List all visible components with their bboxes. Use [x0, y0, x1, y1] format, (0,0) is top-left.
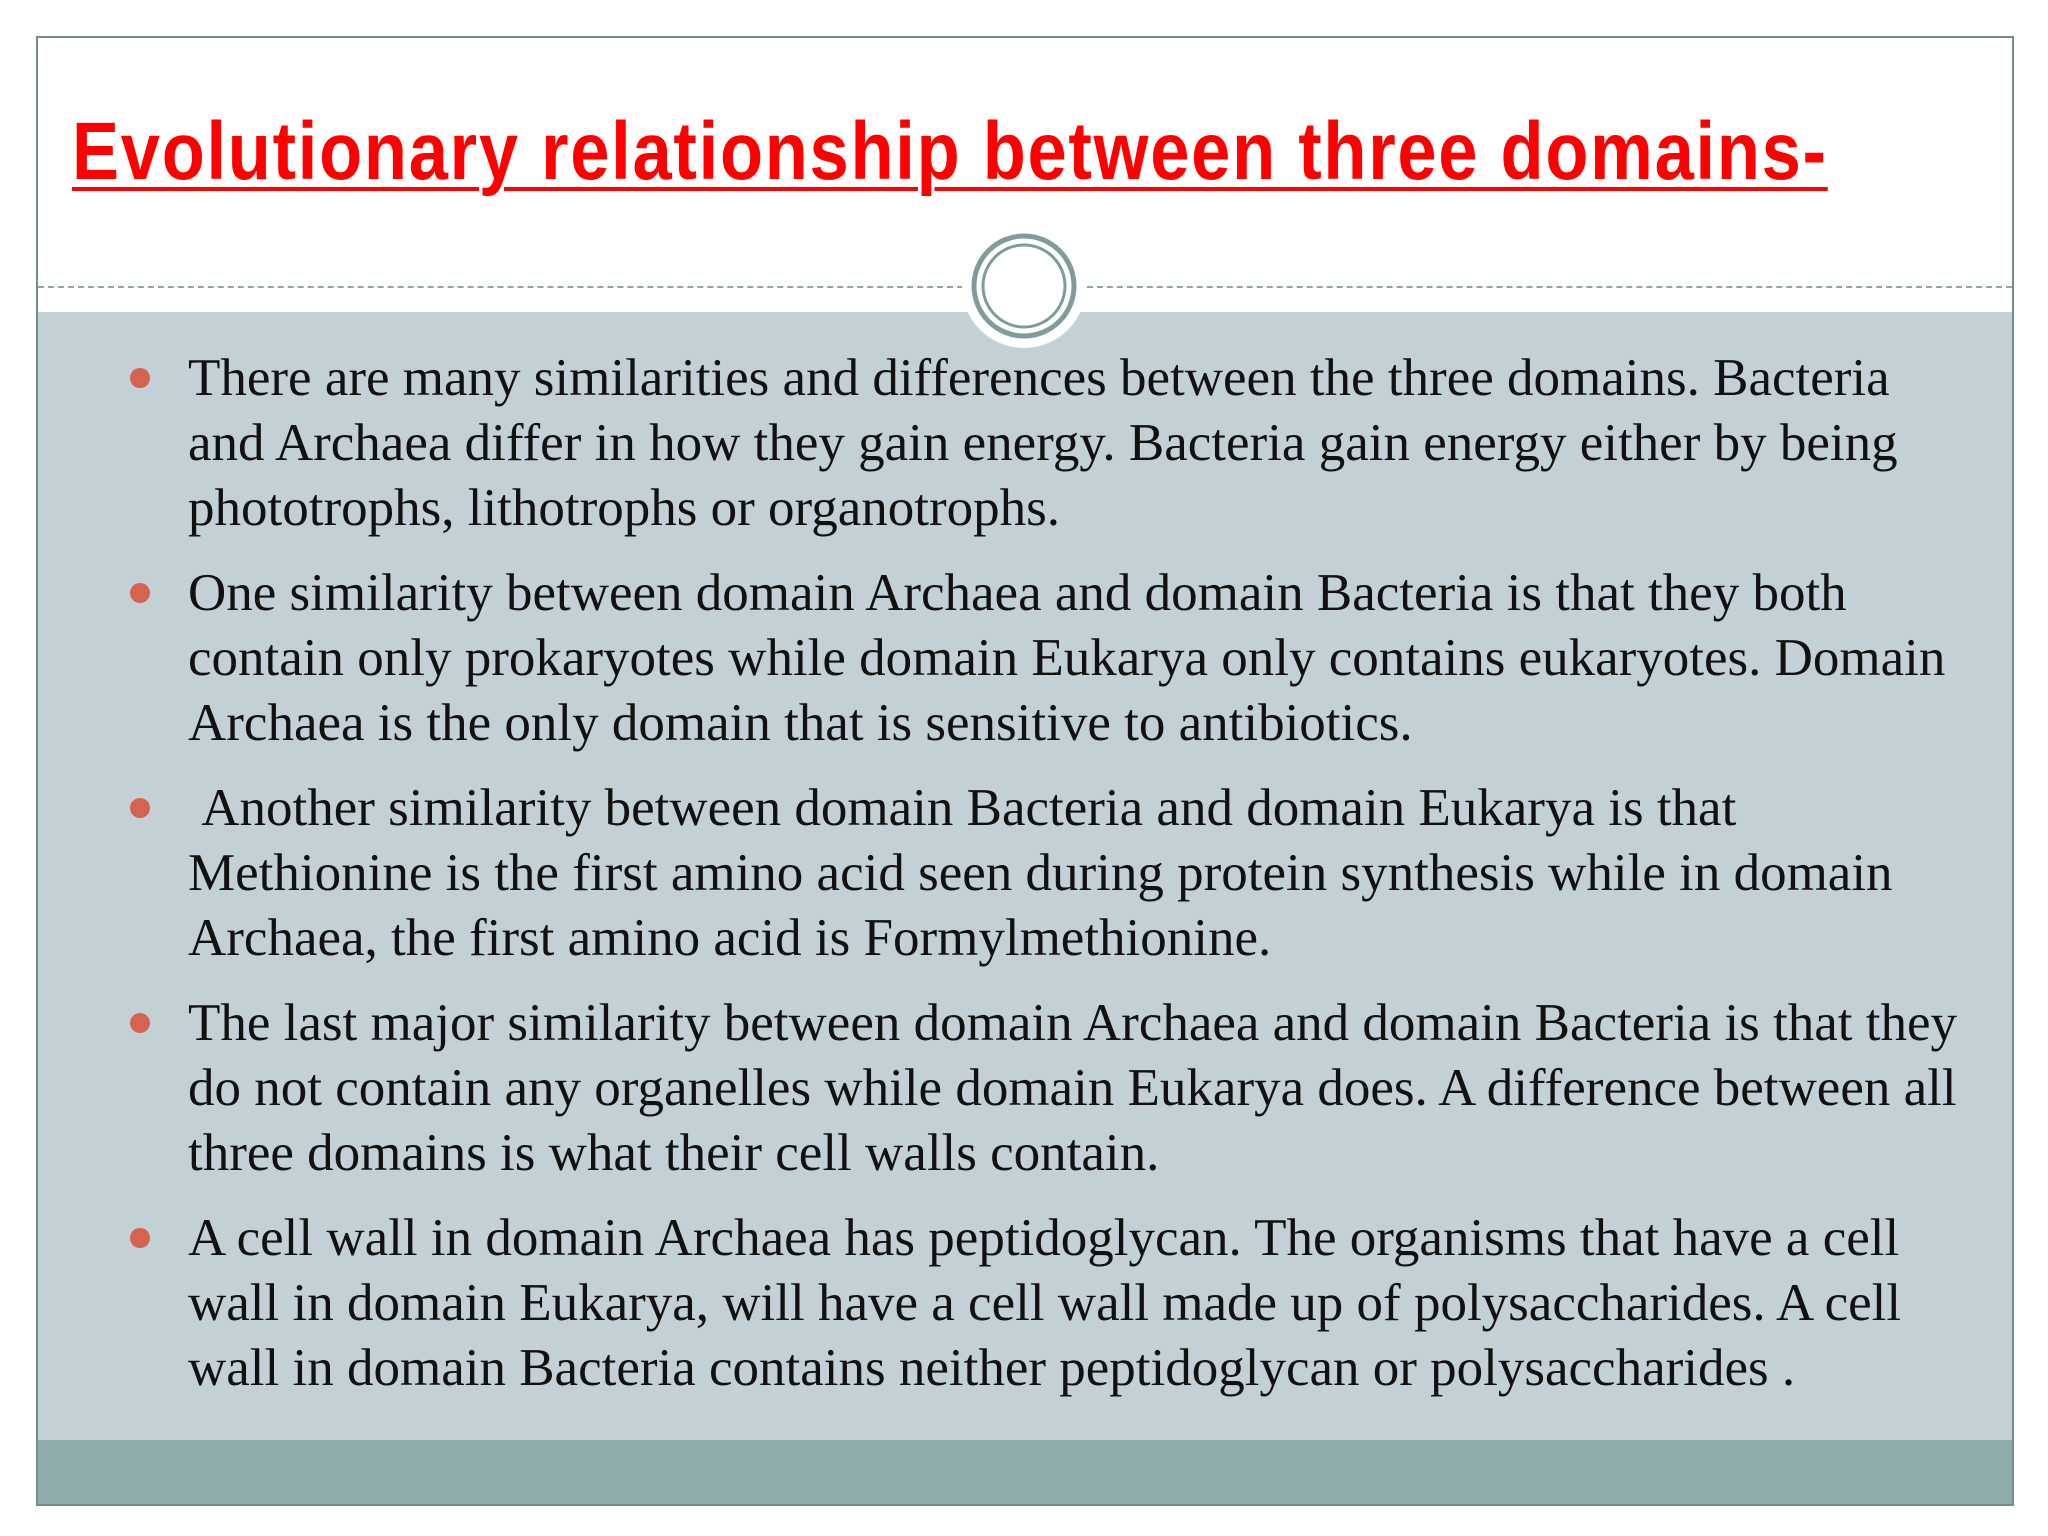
bullet-text: One similarity between domain Archaea and domain Bacteria is that they both contain only prokaryotes while domain Eukarya only contains eukaryotes. Domain Archaea is the only domain that is sensitive to antibiotics. — [188, 564, 1946, 752]
bullet-dot-icon — [130, 1228, 150, 1248]
bullet-dot-icon — [130, 368, 150, 388]
bullet-list — [98, 346, 1978, 1421]
bullet-text: There are many similarities and differences between the three domains. Bacteria and Archaea differ in how they gain energy. Bacteria gain energy either by being phototrophs, lithotrophs or organotrophs. — [188, 349, 1898, 537]
bullet-dot-icon — [130, 583, 150, 603]
bullet-item — [98, 561, 1978, 756]
circle-ornament-icon — [960, 222, 1088, 350]
bullet-item — [98, 776, 1978, 971]
bullet-text: A cell wall in domain Archaea has peptidoglycan. The organisms that have a cell wall in domain Eukarya, will have a cell wall made up of polysaccharides. A cell wall in domain Bacteria contains neither peptidoglycan or polysaccharides . — [188, 1209, 1902, 1397]
slide — [36, 36, 2014, 1506]
footer-band — [38, 1440, 2012, 1504]
slide-title: Evolutionary relationship between three domains- — [72, 106, 1828, 197]
bullet-item — [98, 991, 1978, 1186]
bullet-item — [98, 346, 1978, 541]
bullet-text: The last major similarity between domain Archaea and domain Bacteria is that they do not contain any organelles while domain Eukarya does. A difference between all three domains is what their cell walls contain. — [188, 994, 1958, 1182]
bullet-item — [98, 1206, 1978, 1401]
bullet-dot-icon — [130, 1013, 150, 1033]
bullet-dot-icon — [130, 798, 150, 818]
bullet-text: Another similarity between domain Bacteria and domain Eukarya is that Methionine is the first amino acid seen during protein synthesis while in domain Archaea, the first amino acid is Formylmethionine. — [188, 779, 1903, 967]
